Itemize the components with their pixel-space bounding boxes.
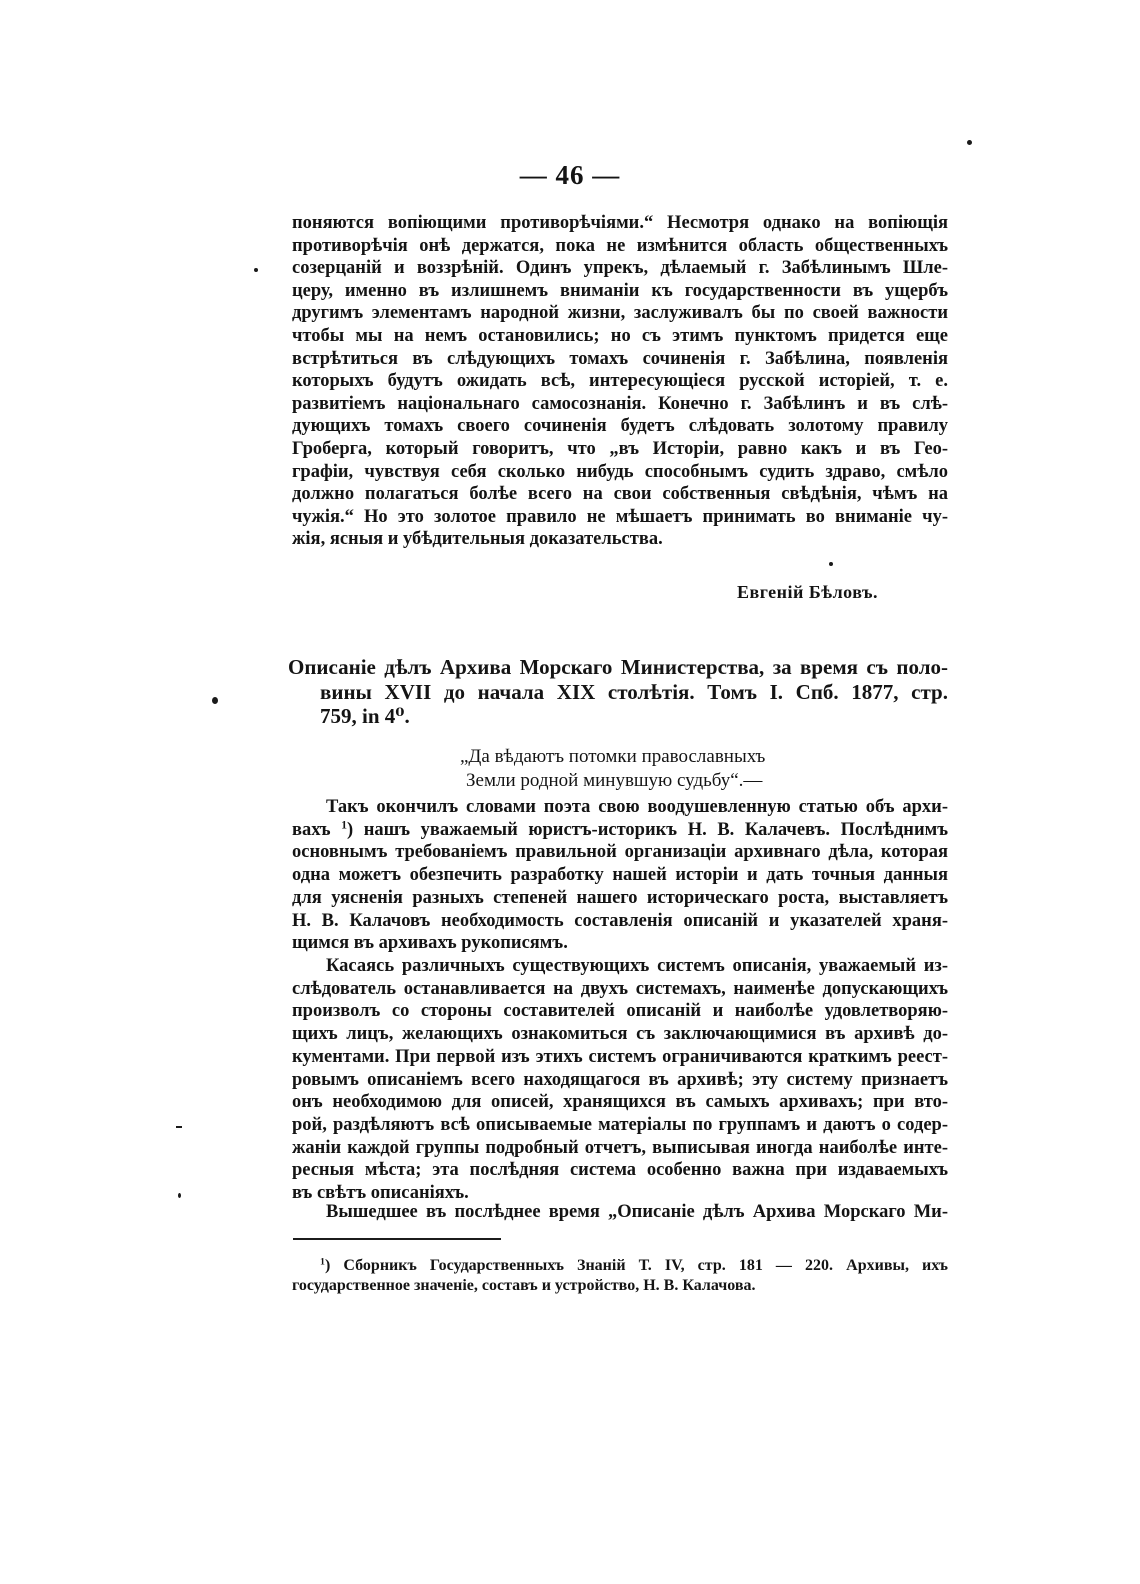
text-line: графіи, чувствуя себя сколько нибудь способнымъ судить здраво, смѣло: [292, 461, 948, 482]
scan-speck: [967, 140, 972, 145]
heading-line: 759, in 4⁰.: [320, 704, 410, 728]
paragraph-review-conclusion: [292, 212, 948, 551]
text-line-with-footnote-ref: [292, 819, 948, 842]
text-line: созерцаній и воззрѣній. Одинъ упрекъ, дѣлаемый г. Забѣлинымъ Шле-: [292, 258, 948, 279]
text-line: должно полагаться болѣе всего на свои собственныя свѣдѣнія, чѣмъ на: [292, 484, 948, 505]
text-line: для уясненія разныхъ степеней нашего историческаго роста, выставляетъ: [292, 887, 948, 908]
text-line: жія, ясныя и убѣдительныя доказательства.: [292, 529, 663, 550]
author-signature: Евгеній Бѣловъ.: [736, 582, 878, 602]
text-line: Такъ окончилъ словами поэта свою воодушевленную статью объ архи-: [326, 797, 948, 817]
text-line: церу, именно въ излишнемъ вниманіи къ государственности въ ущербъ: [292, 280, 948, 301]
footnote-line: [292, 1256, 948, 1276]
heading-line: вины XVII до начала XIX столѣтія. Томъ I. Спб. 1877, стр.: [320, 679, 948, 704]
scan-speck: [178, 1193, 181, 1198]
text-line: другимъ элементамъ народной жизни, заслуживалъ бы по своей важности: [292, 303, 948, 324]
text-line: которыхъ будутъ ожидать всѣ, интересующіеся русской исторіей, т. е.: [292, 371, 948, 392]
text-line: противорѣчія онѣ держатся, пока не измѣнится область общественныхъ: [292, 235, 948, 256]
scan-speck: [254, 268, 258, 272]
footnote-line: государственное значеніе, составъ и устройство, Н. В. Калачова.: [292, 1277, 756, 1294]
text-line: поняются вопіющими противорѣчіями.“ Несмотря однако на вопіющія: [292, 213, 948, 233]
paragraph-systems: [292, 955, 948, 1205]
text-line: чтобы мы на немъ остановились; но съ этимъ пунктомъ придется еще: [292, 325, 948, 346]
text-line: ресныя мѣста; эта послѣдняя система особенно важна при издаваемыхъ: [292, 1160, 948, 1181]
text-line: основнымъ требованіемъ правильной организаціи архивнаго дѣла, которая: [292, 842, 948, 863]
text-line: одна можетъ обезпечить разработку нашей исторіи и дать точныя данныя: [292, 865, 948, 886]
footnote: [292, 1256, 948, 1296]
review-heading: [288, 655, 948, 729]
text-line: произволъ со стороны составителей описаній и наиболѣе удовлетворяю-: [292, 1001, 948, 1022]
text-line: ровымъ описаніемъ всего находящагося въ архивѣ; эту систему признаетъ: [292, 1069, 948, 1090]
text-line: щимся въ архивахъ рукописямъ.: [292, 933, 568, 954]
footnote-separator: [293, 1238, 501, 1240]
text-line: жаніи каждой группы подробный отчетъ, выписывая иногда наиболѣе инте-: [292, 1137, 948, 1158]
text-fragment: ) нашъ уважаемый юристъ-историкъ Н. В. Калачевъ. Послѣднимъ: [346, 819, 949, 840]
epigraph-line: Земли родной минувшую судьбу“.—: [466, 770, 763, 791]
scan-speck: [829, 562, 833, 566]
epigraph: [460, 745, 765, 793]
text-line: встрѣтиться въ слѣдующихъ томахъ сочиненія г. Забѣлина, появленія: [292, 348, 948, 369]
scan-mark: [176, 1126, 182, 1128]
text-line: щихъ лицъ, желающихъ ознакомиться съ заключающимися въ архивѣ до-: [292, 1024, 948, 1045]
paragraph-kalachev: [292, 796, 948, 955]
text-line: слѣдователь останавливается на двухъ системахъ, наименѣе допускающихъ: [292, 978, 948, 999]
text-line: чужія.“ Но это золотое правило не мѣшаетъ принимать во вниманіе чу-: [292, 506, 948, 527]
paragraph-published-description: [292, 1201, 948, 1224]
text-line: рой, раздѣляютъ всѣ описываемые матеріалы по группамъ и даютъ о содер-: [292, 1114, 948, 1135]
text-line: развитіемъ національнаго самосознанія. Конечно г. Забѣлинъ и въ слѣ-: [292, 393, 948, 414]
text-line: въ свѣтъ описаніяхъ.: [292, 1183, 469, 1204]
text-line: кументами. При первой изъ этихъ системъ ограничиваются краткимъ реест-: [292, 1046, 948, 1067]
text-fragment: вахъ: [292, 819, 331, 840]
footnote-reference: 1: [341, 819, 347, 832]
text-line: онъ необходимою для описей, хранящихся въ самыхъ архивахъ; при вто-: [292, 1092, 948, 1113]
text-line: Гроберга, который говоритъ, что „въ Исторіи, равно какъ и въ Гео-: [292, 438, 948, 459]
text-line: Вышедшее въ послѣднее время „Описаніе дѣлъ Архива Морскаго Ми-: [326, 1202, 948, 1222]
text-line: Касаясь различныхъ существующихъ системъ описанія, уважаемый из-: [326, 956, 948, 976]
heading-line: Описаніе дѣлъ Архива Морскаго Министерства, за время съ поло-: [288, 655, 948, 679]
footnote-marker: 1: [320, 1256, 325, 1268]
footnote-text: ) Сборникъ Государственныхъ Знаній Т. IV, стр. 181 — 220. Архивы, ихъ: [324, 1257, 948, 1274]
text-line: дующихъ томахъ своего сочиненія будетъ слѣдовать золотому правилу: [292, 416, 948, 437]
epigraph-line: „Да вѣдаютъ потомки православныхъ: [460, 746, 766, 767]
scan-speck: [212, 697, 218, 704]
text-line: Н. В. Калачовъ необходимость составленія описаній и указателей храня-: [292, 910, 948, 931]
page-number: — 46 —: [519, 160, 621, 190]
